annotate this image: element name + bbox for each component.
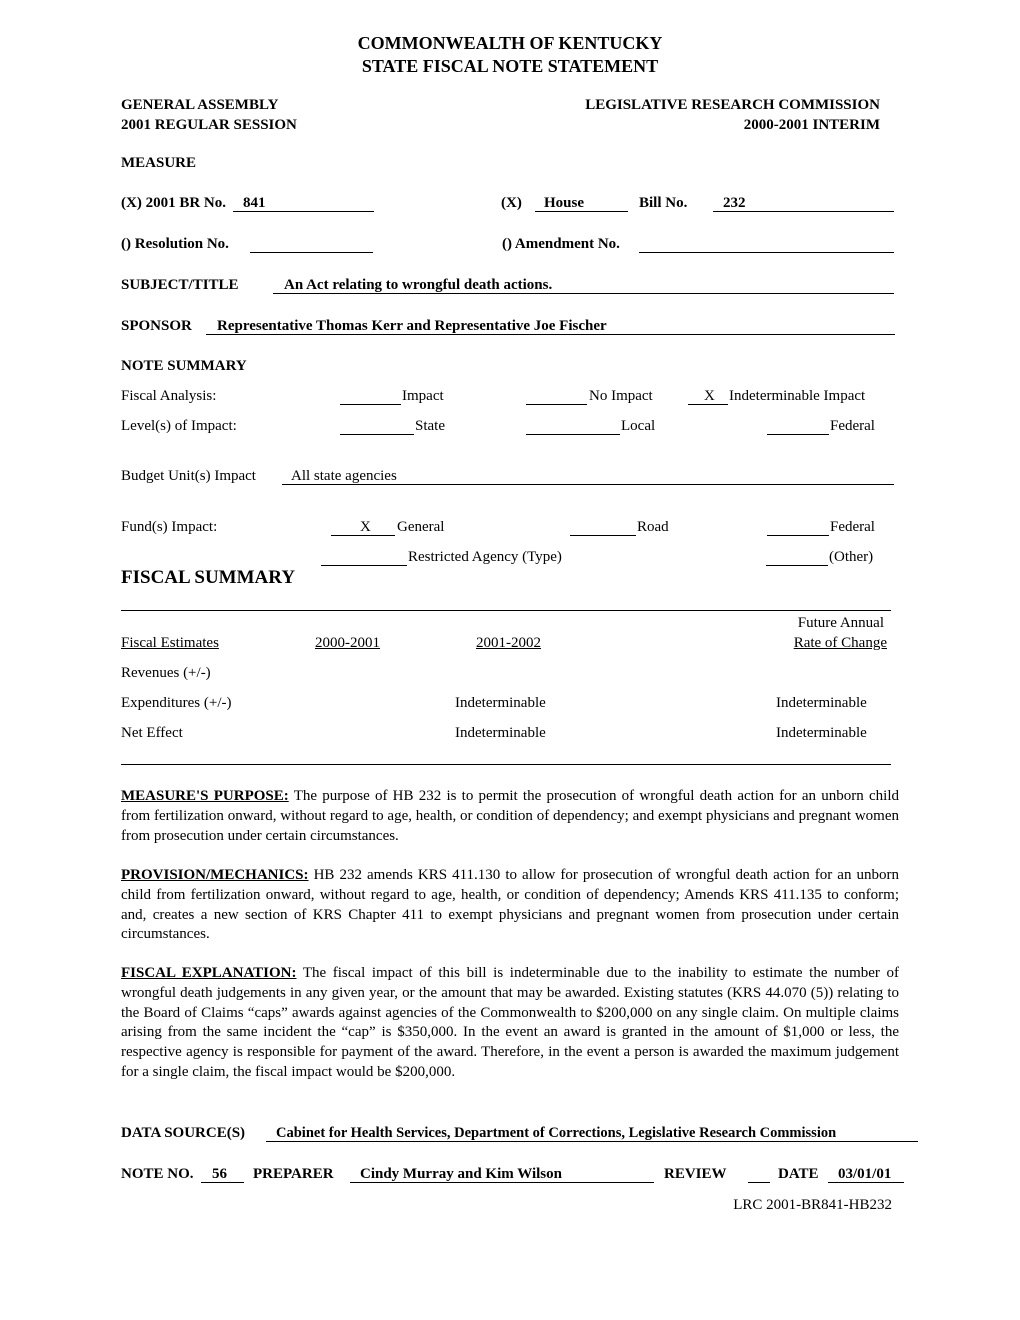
date-label: DATE [778,1166,819,1182]
general-fund-mark: X [360,519,371,535]
column-2001-2002-header: 2001-2002 [476,635,541,651]
budget-unit-value: All state agencies [291,468,397,484]
provision-mechanics-heading: PROVISION/MECHANICS: [121,867,309,883]
net-effect-row-label: Net Effect [121,725,183,741]
fiscal-explanation-text: The fiscal impact of this bill is indeterminable due to the inability to estimate the number of wrongful death judgements in any given year, or the amount that may be awarded. Existing statutes (KRS 44.070 (5)) relating to the Board of Claims “caps” awards against agencies of the Commonwealth to $200,000 on any single claim. On multiple claims arising from the same incident the “cap” is $350,000. In the event an award is granted in the amount of $1,000 or less, the respective agency is responsible for payment of the award. Therefore, in the event a person is awarded the maximum judgement for a single claim, the fiscal impact would be $200,000. [121,965,899,1080]
note-summary-label: NOTE SUMMARY [121,358,247,374]
interim-label: 2000-2001 INTERIM [743,117,880,133]
lrc-label: LEGISLATIVE RESEARCH COMMISSION [585,97,880,113]
sponsor-value: Representative Thomas Kerr and Representative Joe Fischer [217,318,607,334]
fiscal-explanation-paragraph [121,964,899,1083]
future-annual-label: Future Annual [797,615,884,631]
funds-impact-label: Fund(s) Impact: [121,519,218,535]
date-value: 03/01/01 [838,1166,892,1182]
bill-number-label: Bill No. [639,195,688,211]
road-fund-option: Road [637,519,669,535]
chamber-label: (X) [501,195,522,211]
column-2000-2001-header: 2000-2001 [315,635,380,651]
note-number-value: 56 [212,1166,227,1182]
subject-label: SUBJECT/TITLE [121,277,239,293]
budget-unit-label: Budget Unit(s) Impact [121,468,256,484]
net-effect-2001-2002: Indeterminable [455,725,546,741]
br-number-value: 841 [243,195,266,211]
measure-label: MEASURE [121,155,197,171]
indeterminable-impact-option: Indeterminable Impact [729,388,866,404]
local-level-option: Local [621,418,656,434]
note-number-label: NOTE NO. [121,1166,194,1182]
expenditures-rate-of-change: Indeterminable [776,695,867,711]
measures-purpose-paragraph [121,787,899,846]
data-sources-label: DATA SOURCE(S) [121,1125,246,1141]
measures-purpose-text: The purpose of HB 232 is to permit the prosecution of wrongful death action for an unborn child from fertilization onward, without regard to age, health, or condition of dependency; and exempt physicians and pregnant women from prosecution under certain circumstances. [121,788,899,844]
state-level-option: State [415,418,445,434]
net-effect-rate-of-change: Indeterminable [776,725,867,741]
provision-mechanics-text: HB 232 amends KRS 411.130 to allow for prosecution of wrongful death action for an unborn child from fertilization onward, without regard to age, health, or condition of dependency; Amends KRS 411.135 to conform; and, creates a new section of KRS Chapter 411 to exempt physicians and pregnant women from prosecution under certain circumstances. [121,867,899,943]
resolution-label: () Resolution No. [121,236,229,252]
general-fund-option: General [397,519,445,535]
indeterminable-mark: X [704,388,715,404]
no-impact-option: No Impact [589,388,653,404]
document-subtitle: STATE FISCAL NOTE STATEMENT [361,56,659,76]
preparer-label: PREPARER [253,1166,334,1182]
bill-number-value: 232 [723,195,746,211]
impact-option: Impact [402,388,444,404]
federal-level-option: Federal [830,418,875,434]
document-id: LRC 2001-BR841-HB232 [733,1197,892,1213]
session-label: 2001 REGULAR SESSION [121,117,297,133]
expenditures-2001-2002: Indeterminable [455,695,546,711]
amendment-label: () Amendment No. [502,236,620,252]
preparer-value: Cindy Murray and Kim Wilson [360,1166,562,1182]
revenues-row-label: Revenues (+/-) [121,665,211,681]
measures-purpose-heading: MEASURE'S PURPOSE: [121,788,289,804]
br-number-label: (X) 2001 BR No. [121,195,226,211]
general-assembly-label: GENERAL ASSEMBLY [121,97,279,113]
document-title: COMMONWEALTH OF KENTUCKY [357,33,663,53]
fiscal-explanation-heading: FISCAL EXPLANATION: [121,965,297,981]
provision-mechanics-paragraph [121,866,899,945]
federal-fund-option: Federal [830,519,875,535]
other-fund-option: (Other) [829,549,874,565]
fiscal-estimates-header: Fiscal Estimates [121,635,219,651]
rate-of-change-header: Rate of Change [793,635,887,651]
restricted-agency-option: Restricted Agency (Type) [408,549,562,565]
fiscal-analysis-label: Fiscal Analysis: [121,388,217,404]
chamber-value: House [544,195,585,211]
expenditures-row-label: Expenditures (+/-) [121,695,232,711]
sponsor-label: SPONSOR [121,318,192,334]
review-label: REVIEW [664,1166,727,1182]
fiscal-summary-heading: FISCAL SUMMARY [121,567,296,588]
data-sources-value: Cabinet for Health Services, Department of Corrections, Legislative Research Commission [276,1125,837,1141]
levels-label: Level(s) of Impact: [121,418,237,434]
subject-value: An Act relating to wrongful death actions. [284,277,553,293]
